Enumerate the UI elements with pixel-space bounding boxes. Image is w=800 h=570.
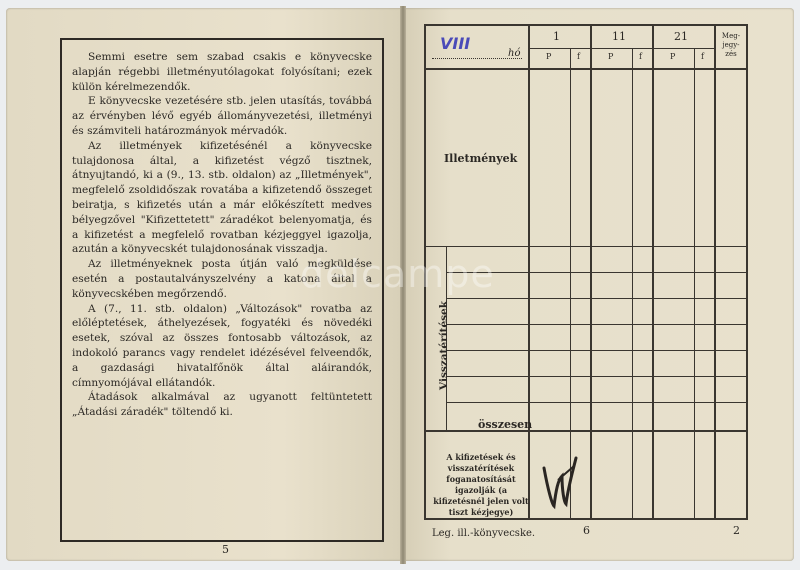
watermark: delcampe	[300, 252, 495, 296]
corner-number: 2	[733, 524, 740, 537]
column-header-11: 11	[612, 30, 626, 43]
row-label-illetmenyek: Illetmények	[444, 152, 518, 165]
instruction-paragraph: E könyvecske vezetésére stb. jelen utasítás, továbbá az érvényben lévő egyéb állományvezetési, illetményi és számviteli határozmányok mérvadók.	[72, 95, 372, 137]
month-handwritten: VIII	[440, 34, 471, 53]
instruction-paragraph: A (7., 11. stb. oldalon) „Változások" rovatba az előléptetések, áthelyezések, fogyatéki és növedéki esetek, szóval az összes fontosabb változások, az indokoló parancs vagy rendelet idézésével felveendők, a gazdasági hivatalfőnök által aláirandók, címnyomójával ellátandók.	[72, 302, 372, 389]
right-page-number: 6	[583, 524, 590, 537]
sub-header-p: P	[608, 52, 614, 61]
column-header-1: 1	[553, 30, 560, 43]
signature-scribble	[538, 450, 580, 512]
left-page-number: 5	[222, 543, 229, 556]
instruction-paragraph: Semmi esetre sem szabad csakis e könyvecske alapján régebbi illetményutólagokat folyósítani; ezek külön kérelmezendők.	[72, 51, 372, 93]
row-label-visszateritesek: Visszatérítések	[438, 301, 450, 390]
footer-label: Leg. ill.-könyvecske.	[432, 528, 536, 539]
remarks-header: Meg- jegy- zés	[721, 32, 741, 58]
sub-header-p: P	[546, 52, 552, 61]
instructions-text	[72, 50, 372, 420]
verification-note: A kifizetések és visszatérítések foganatosítását igazolják (a kifizetésnél jelen volt tiszt kézjegye)	[433, 452, 529, 517]
sub-header-f: f	[701, 52, 704, 61]
sub-header-p: P	[670, 52, 676, 61]
sub-header-f: f	[639, 52, 642, 61]
row-label-osszesen: összesen	[478, 418, 533, 431]
sub-header-f: f	[577, 52, 580, 61]
instruction-paragraph: Átadások alkalmával az ugyanott feltüntetett „Átadási záradék" töltendő ki.	[72, 391, 372, 419]
month-suffix: hó	[508, 48, 521, 59]
column-header-21: 21	[674, 30, 688, 43]
instruction-paragraph: Az illetményeknek posta útján való megküldése esetén a postautalványszelvény a katona által a könyvecskében megőrzendő.	[72, 258, 372, 300]
instruction-paragraph: Az illetmények kifizetésénél a könyvecske tulajdonosa által, a kifizetést végző tisztnek, átnyujtandó, ki a (9., 13. stb. oldalon) az „Illetmények", megfelelő zsoldidőszak rovatába a kifizetendő összeget beiratja, s kifizetés után a már előkészített medves bélyegzővel "Kifizettetett" záradékot belenyomatja, és a kifizetést a megfelelő rovatban kézjeggyel igazolja, azután a könyvecskét tulajdonosának visszadja.	[72, 139, 372, 256]
